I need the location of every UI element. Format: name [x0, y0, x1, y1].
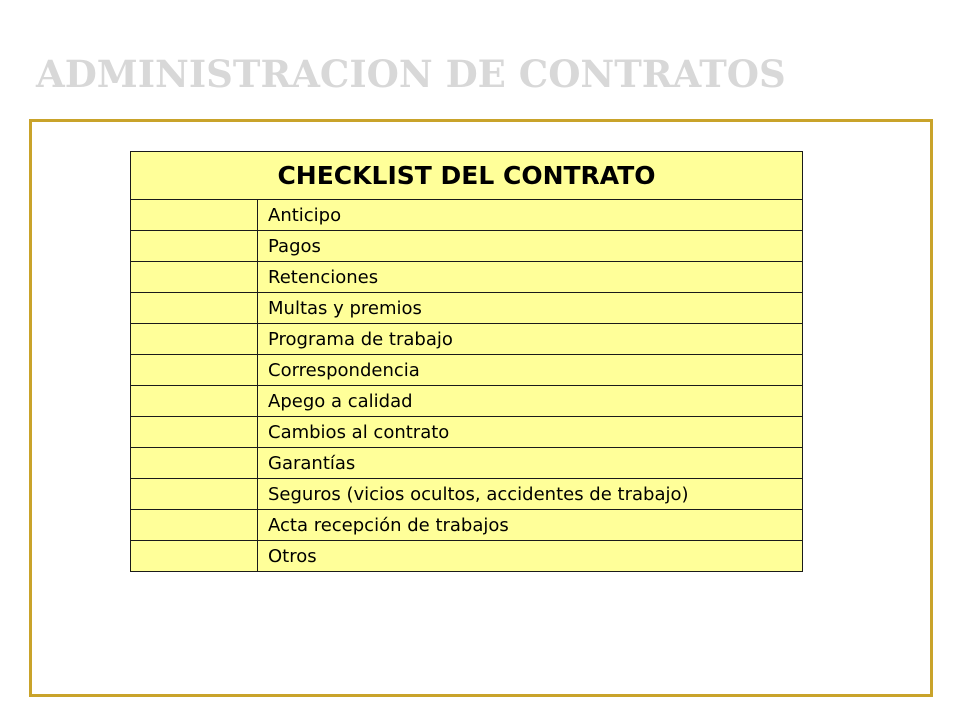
checklist-row: [131, 324, 803, 355]
checklist-row: [131, 262, 803, 293]
checklist-item-label: Programa de trabajo: [258, 324, 803, 355]
checklist-row: [131, 293, 803, 324]
checklist-row: [131, 448, 803, 479]
checklist-item-label: Retenciones: [258, 262, 803, 293]
checklist-row: [131, 200, 803, 231]
checklist-item-label: Cambios al contrato: [258, 417, 803, 448]
check-cell: [131, 231, 258, 262]
checklist-heading: CHECKLIST DEL CONTRATO: [131, 152, 803, 200]
check-cell: [131, 355, 258, 386]
checklist-item-label: Apego a calidad: [258, 386, 803, 417]
checklist-item-label: Pagos: [258, 231, 803, 262]
checklist-row: [131, 355, 803, 386]
checklist-item-label: Correspondencia: [258, 355, 803, 386]
checklist-item-label: Seguros (vicios ocultos, accidentes de trabajo): [258, 479, 803, 510]
checklist-table: [130, 151, 803, 572]
check-cell: [131, 448, 258, 479]
check-cell: [131, 541, 258, 572]
check-cell: [131, 262, 258, 293]
checklist-row: [131, 231, 803, 262]
checklist-row: [131, 510, 803, 541]
check-cell: [131, 417, 258, 448]
check-cell: [131, 510, 258, 541]
check-cell: [131, 293, 258, 324]
checklist-item-label: Garantías: [258, 448, 803, 479]
checklist-header-row: [131, 152, 803, 200]
checklist-row: [131, 386, 803, 417]
checklist-row: [131, 541, 803, 572]
slide-title: ADMINISTRACION DE CONTRATOS: [36, 52, 786, 96]
checklist-row: [131, 417, 803, 448]
check-cell: [131, 386, 258, 417]
checklist-row: [131, 479, 803, 510]
check-cell: [131, 200, 258, 231]
checklist-item-label: Multas y premios: [258, 293, 803, 324]
checklist-item-label: Anticipo: [258, 200, 803, 231]
check-cell: [131, 324, 258, 355]
checklist-item-label: Otros: [258, 541, 803, 572]
check-cell: [131, 479, 258, 510]
checklist-item-label: Acta recepción de trabajos: [258, 510, 803, 541]
